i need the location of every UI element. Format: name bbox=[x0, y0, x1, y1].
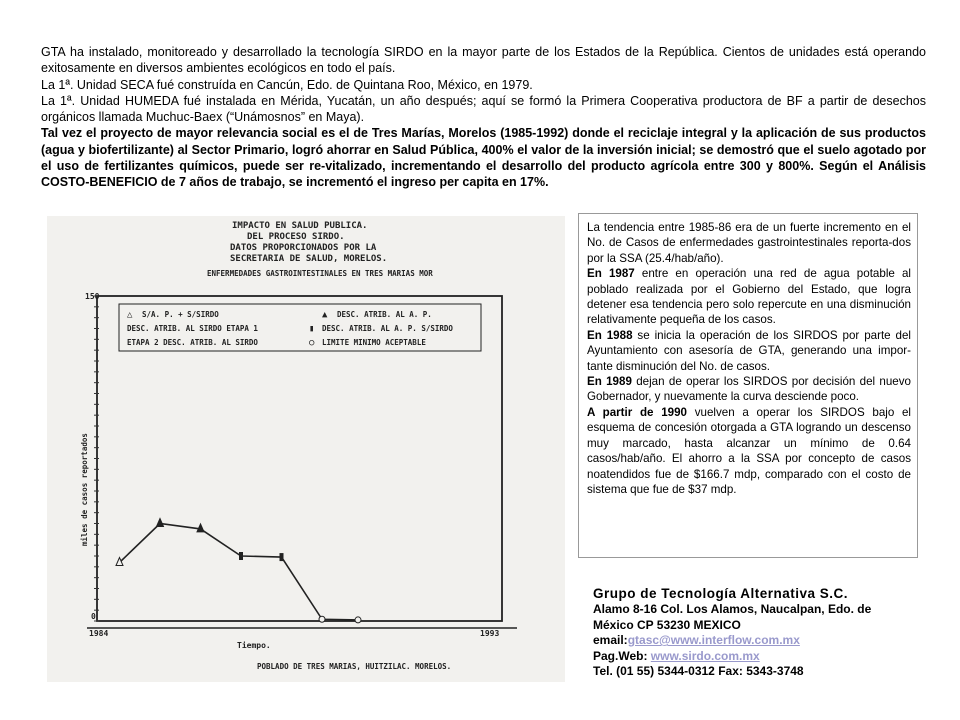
intro-paragraph: La 1ª. Unidad HUMEDA fué instalada en Mérida, Yucatán, un año después; aquí se formó la Primera Cooperativa productora de BF a partir de desechos orgánicos llamada Muchuc-Baex (“Unámosnos” en Maya). bbox=[41, 93, 926, 125]
organization-name: Grupo de Tecnología Alternativa S.C. bbox=[593, 586, 849, 601]
chart-svg bbox=[47, 216, 565, 682]
chart-subtitle: ENFERMEDADES GASTROINTESTINALES EN TRES MARIAS MOR bbox=[207, 269, 433, 278]
trend-explanation-box bbox=[578, 213, 918, 558]
x-tick-label: 1984 bbox=[89, 629, 109, 638]
address: Alamo 8-16 Col. Los Alamos, Naucalpan, Edo. de México CP 53230 MEXICO bbox=[593, 602, 872, 632]
data-series bbox=[116, 519, 361, 623]
x-tick-label: 1993 bbox=[480, 629, 500, 638]
trend-paragraph: A partir de 1990 vuelven a operar los SIRDOS bajo el esquema de concesión otorgada a GTA logrando un descenso muy marcado, hasta alcanzar un mínimo de 0.64 casos/hab/año. El ahorro a la SSA por concepto de casos noatendidos fue de $166.7 mdp, comparado con el costo de sistema que fue de $37 mdp. bbox=[587, 405, 912, 496]
legend-entry: DESC. ATRIB. AL A. P. S/SIRDO bbox=[322, 324, 453, 333]
legend-entry: DESC. ATRIB. AL SIRDO ETAPA 1 bbox=[127, 324, 258, 333]
intro-paragraph: GTA ha instalado, monitoreado y desarrollado la tecnología SIRDO en la mayor parte de los Estados de la República. Cientos de unidades está operando exitosamente en diversos ambientes ecológicos en todo el país. bbox=[41, 45, 926, 76]
legend-symbol: ▲ bbox=[322, 310, 328, 320]
legend-entry: LIMITE MINIMO ACEPTABLE bbox=[322, 338, 426, 347]
chart-title-line: SECRETARIA DE SALUD, MORELOS. bbox=[230, 254, 388, 264]
y-tick-label: 0 bbox=[91, 612, 96, 621]
trend-paragraph: En 1988 se inicia la operación de los SIRDOS por parte del Ayuntamiento con asesoría de GTA, generando una impor-tante disminución del No. de casos. bbox=[587, 328, 912, 373]
intro-paragraph-highlight: Tal vez el proyecto de mayor relevancia social es el de Tres Marías, Morelos (1985-1992) donde el reciclaje integral y la aplicación de sus productos (agua y biofertilizante) al Sector Primario, logró ahorrar en Salud Pública, 400% el valor de la inversión inicial; se demostró que el suelo agotado por el uso de fertilizantes químicos, puede ser re-vitalizado, incrementando el desarrollo del producto agrícola entre 300 y 800%. Según el Análisis COSTO-BENEFICIO de 7 años de trabajo, se incrementó el ingreso per capita en 17%. bbox=[41, 126, 926, 190]
contact-info bbox=[593, 585, 908, 680]
web-line: Pag.Web: www.sirdo.com.mx bbox=[593, 648, 760, 663]
series-line bbox=[120, 524, 359, 620]
legend-entry: S/A. P. + S/SIRDO bbox=[142, 310, 219, 319]
email-link[interactable]: gtasc@www.interflow.com.mx bbox=[627, 633, 800, 648]
data-point bbox=[157, 519, 164, 527]
intro-paragraph: La 1ª. Unidad SECA fué construída en Cancún, Edo. de Quintana Roo, México, en 1979. bbox=[41, 77, 533, 92]
chart-footer: POBLADO DE TRES MARIAS, HUITZILAC. MORELOS. bbox=[257, 662, 452, 671]
data-point bbox=[280, 553, 284, 561]
legend-symbol: ○ bbox=[309, 338, 315, 348]
data-point bbox=[116, 558, 123, 566]
x-axis-label: Tiempo. bbox=[237, 641, 271, 650]
intro-text bbox=[41, 44, 926, 191]
phone-fax: Tel. (01 55) 5344-0312 Fax: 5343-3748 bbox=[593, 664, 804, 679]
legend-symbol: △ bbox=[127, 310, 133, 320]
email-line: email:gtasc@www.interflow.com.mx bbox=[593, 633, 800, 648]
trend-paragraph: La tendencia entre 1985-86 era de un fuerte incremento en el No. de Casos de enfermedades gastrointestinales reporta-dos por la SSA (25.4/hab/año). bbox=[587, 221, 911, 265]
data-point bbox=[239, 552, 243, 560]
legend-symbol: ▮ bbox=[309, 324, 315, 334]
scanned-chart-image bbox=[47, 216, 565, 682]
chart-title-line: IMPACTO EN SALUD PUBLICA. bbox=[232, 221, 368, 231]
chart-title-line: DEL PROCESO SIRDO. bbox=[247, 232, 345, 242]
legend-entry: ETAPA 2 DESC. ATRIB. AL SIRDO bbox=[127, 338, 258, 347]
chart-title-line: DATOS PROPORCIONADOS POR LA bbox=[230, 243, 377, 253]
data-point bbox=[355, 617, 361, 623]
website-link[interactable]: www.sirdo.com.mx bbox=[650, 648, 760, 663]
y-tick-label: 150 bbox=[85, 292, 100, 301]
trend-paragraph: En 1989 dejan de operar los SIRDOS por decisión del nuevo Gobernador, y nuevamente la curva desciende poco. bbox=[587, 375, 911, 404]
legend-entry: DESC. ATRIB. AL A. P. bbox=[337, 310, 432, 319]
y-axis-label: miles de casos reportados bbox=[80, 433, 89, 546]
trend-paragraph: En 1987 entre en operación una red de agua potable al poblado realizada por el Gobierno del Estado, que logra detener esa tendencia pero solo repercute en una disminución relativamente pequeña de los casos. bbox=[587, 267, 912, 327]
data-point bbox=[319, 616, 325, 622]
